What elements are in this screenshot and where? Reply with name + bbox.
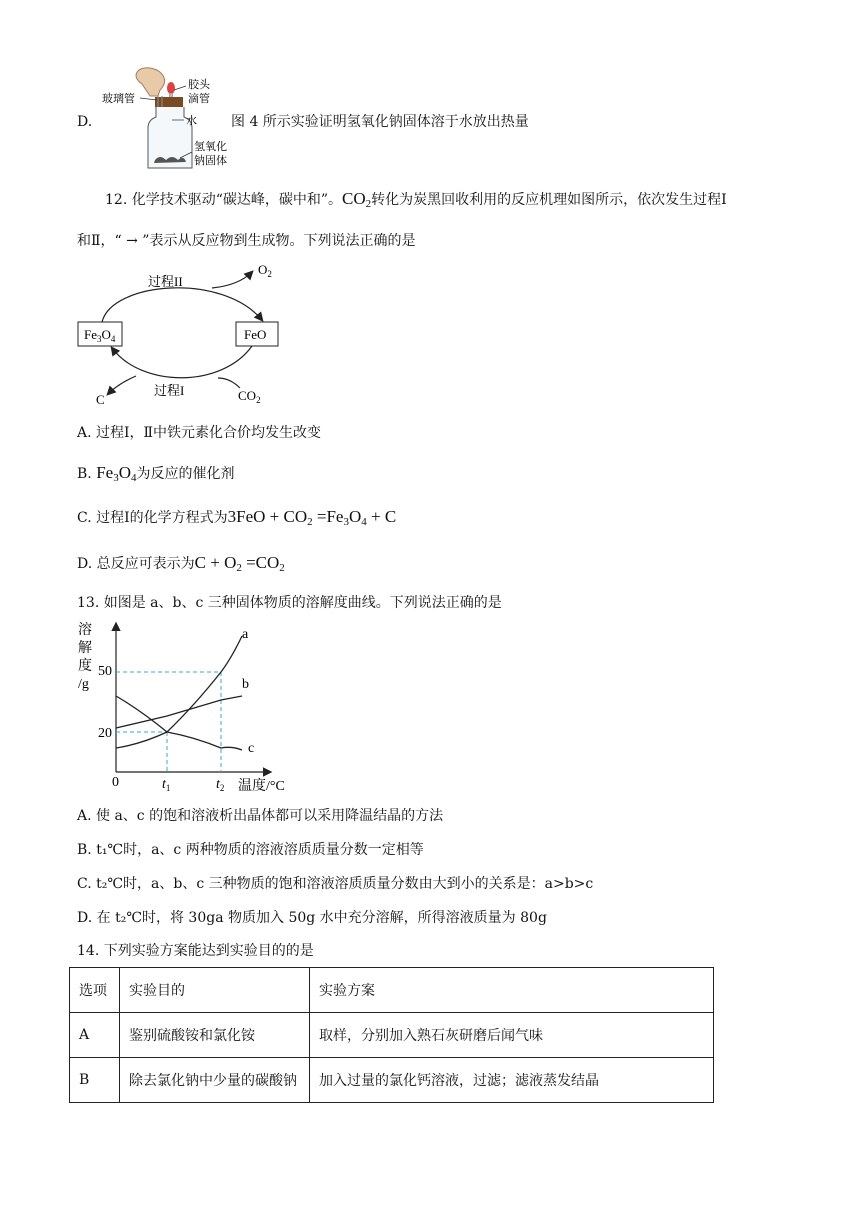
y-label-unit: /g bbox=[78, 677, 89, 692]
process-i-label: 过程I bbox=[154, 383, 185, 398]
box-fe3o4-label: $Fe_3O_4$ bbox=[84, 327, 116, 344]
q12-option-c: C. 过程Ⅰ的化学方程式为$3FeO + CO_2 =Fe_3O_4 + C$ bbox=[77, 507, 397, 528]
row-a-plan: 取样，分别加入熟石灰研磨后闻气味 bbox=[310, 1013, 714, 1058]
label-solid-2: 钠固体 bbox=[194, 155, 227, 167]
o2-label: $O_2$ bbox=[258, 262, 272, 279]
header-plan: 实验方案 bbox=[310, 968, 714, 1013]
label-water: 水 bbox=[186, 115, 197, 127]
q12-option-d: D. 总反应可表示为$C + O_2 =CO_2$ bbox=[77, 553, 285, 574]
label-dropper-2: 滴管 bbox=[188, 93, 210, 105]
x-tick-t2: $t_2$ bbox=[216, 777, 225, 793]
label-glass-tube: 玻璃管 bbox=[102, 93, 135, 105]
q13-option-b: B. t₁℃时，a、c 两种物质的溶液溶质质量分数一定相等 bbox=[77, 842, 424, 858]
row-a-option: A bbox=[70, 1013, 120, 1058]
x-origin: 0 bbox=[112, 775, 119, 790]
table-row bbox=[70, 1058, 714, 1103]
y-label-1: 溶 bbox=[78, 623, 92, 638]
y-tick-50: 50 bbox=[98, 664, 112, 679]
process-ii-label: 过程II bbox=[148, 274, 183, 289]
table-header-row bbox=[70, 968, 714, 1013]
q14-table bbox=[69, 967, 714, 1103]
q11-option-d-label: D. bbox=[77, 114, 93, 130]
c-label: C bbox=[96, 392, 105, 407]
q12-option-b-formula: $Fe_3O_4$ bbox=[96, 463, 137, 484]
table-row bbox=[70, 1013, 714, 1058]
row-b-plan: 加入过量的氯化钙溶液，过滤；滤液蒸发结晶 bbox=[310, 1058, 714, 1103]
y-tick-20: 20 bbox=[98, 726, 112, 741]
q12-option-d-equation: $C + O_2 =CO_2$ bbox=[194, 553, 285, 574]
q13-option-c: C. t₂℃时，a、b、c 三种物质的饱和溶液溶质质量分数由大到小的关系是：a>b>c bbox=[77, 876, 594, 892]
label-solid-1: 氢氧化 bbox=[194, 141, 227, 153]
header-option: 选项 bbox=[70, 968, 120, 1013]
q12-option-b: B. $Fe_3O_4$为反应的催化剂 bbox=[77, 463, 235, 484]
curve-b-label: b bbox=[242, 677, 249, 692]
solubility-chart bbox=[74, 618, 294, 798]
q12-stem-part1: 12. 化学技术驱动“碳达峰，碳中和”。 bbox=[105, 192, 343, 208]
row-a-purpose: 鉴别硫酸铵和氯化铵 bbox=[120, 1013, 310, 1058]
row-b-option: B bbox=[70, 1058, 120, 1103]
y-label-2: 解 bbox=[78, 641, 92, 656]
curve-a-label: a bbox=[242, 627, 249, 642]
box-feo-label: FeO bbox=[244, 327, 267, 342]
y-label-3: 度 bbox=[78, 659, 92, 674]
q13-stem: 13. 如图是 a、b、c 三种固体物质的溶解度曲线。下列说法正确的是 bbox=[77, 595, 502, 611]
q11-apparatus-figure bbox=[100, 62, 240, 172]
curve-c-label: c bbox=[248, 741, 255, 756]
q11-option-d-text: 图 4 所示实验证明氢氧化钠固体溶于水放出热量 bbox=[231, 114, 529, 130]
q12-option-a: A. 过程Ⅰ，Ⅱ中铁元素化合价均发生改变 bbox=[77, 425, 322, 441]
x-label: 温度/°C bbox=[238, 779, 285, 794]
q12-stem-co2: $CO_2$ bbox=[342, 189, 372, 210]
curve-a bbox=[116, 636, 242, 748]
q13-option-d: D. 在 t₂℃时，将 30ga 物质加入 50g 水中充分溶解，所得溶液质量为 80g bbox=[77, 910, 547, 926]
row-b-purpose: 除去氯化钠中少量的碳酸钠 bbox=[120, 1058, 310, 1103]
header-purpose: 实验目的 bbox=[120, 968, 310, 1013]
q12-reaction-diagram bbox=[72, 262, 292, 412]
q12-stem-part2: 转化为炭黑回收利用的反应机理如图所示，依次发生过程Ⅰ bbox=[371, 192, 727, 208]
q13-option-a: A. 使 a、c 的饱和溶液析出晶体都可以采用降温结晶的方法 bbox=[77, 808, 444, 824]
label-dropper-1: 胶头 bbox=[188, 79, 210, 91]
q14-stem: 14. 下列实验方案能达到实验目的的是 bbox=[77, 943, 314, 959]
x-tick-t1: $t_1$ bbox=[162, 777, 171, 793]
curve-b bbox=[116, 696, 242, 728]
q12-stem-line1 bbox=[105, 189, 727, 210]
q12-stem-line2: 和Ⅱ，“ → ”表示从反应物到生成物。下列说法正确的是 bbox=[77, 233, 416, 249]
q12-option-c-equation: $3FeO + CO_2 =Fe_3O_4 + C$ bbox=[227, 507, 397, 528]
co2-label: $CO_2$ bbox=[238, 388, 261, 405]
